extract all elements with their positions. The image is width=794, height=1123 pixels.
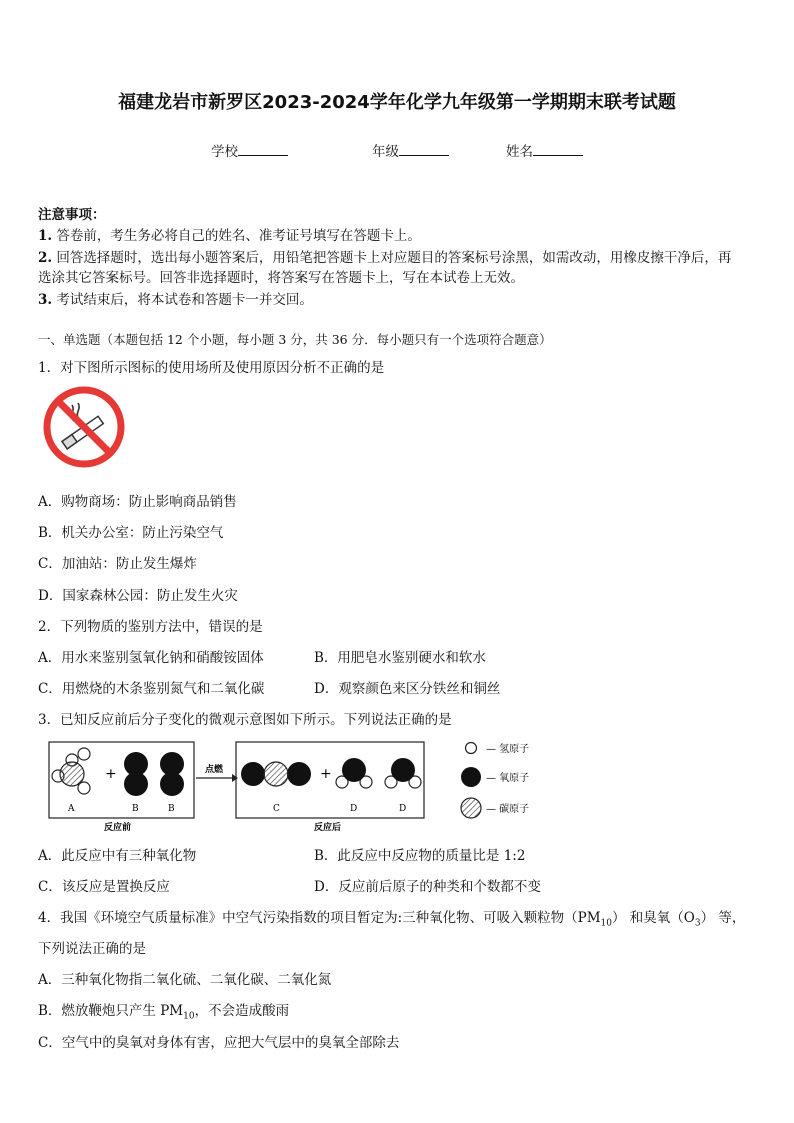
no-smoking-icon [42,385,126,469]
q2-option-b[interactable]: B．用肥皂水鉴别硬水和软水 [314,650,486,666]
note-1: 1. 答卷前，考生务必将自己的姓名、准考证号填写在答题卡上。 [38,228,421,244]
arrow-label: 点燃 [205,765,224,775]
legend-carbon: — 碳原子 [486,804,530,815]
q4-option-b[interactable]: B．燃放鞭炮只产生 $PM_{10}$，不会造成酸雨 [38,1003,290,1022]
name-label: 姓名 [506,144,533,160]
molecule-b-2 [160,752,184,796]
q2-option-d[interactable]: D．观察颜色来区分铁丝和铜丝 [314,681,501,697]
label-b-2: B [168,804,175,814]
plus-sign-1: + [105,766,117,782]
q4-option-a[interactable]: A．三种氧化物指二氧化硫、二氧化碳、二氧化氮 [38,972,332,988]
label-a: A [68,804,75,814]
q1-option-c[interactable]: C．加油站：防止发生爆炸 [38,556,197,572]
grade-field[interactable] [372,140,449,160]
note-2: 2. 回答选择题时，选出每小题答案后，用铅笔把答题卡上对应题目的答案标号涂黑，如需改动，用橡皮擦干净后，再 [38,250,732,266]
molecule-reaction-diagram [44,738,604,836]
q3-stem: 3．已知反应前后分子变化的微观示意图如下所示。下列说法正确的是 [38,712,452,728]
legend-oxygen: — 氧原子 [486,773,530,784]
section-1-heading: 一、单选题（本题包括 12 个小题，每小题 3 分，共 36 分．每小题只有一个选项符合题意） [38,332,552,347]
legend-hydrogen: — 氢原子 [486,744,530,755]
plus-sign-2: + [320,766,332,782]
q3-option-d[interactable]: D．反应前后原子的种类和个数都不变 [314,879,541,895]
q1-option-a[interactable]: A．购物商场：防止影响商品销售 [38,494,237,510]
grade-label: 年级 [372,144,399,160]
molecule-a [52,748,90,794]
note-2-continued: 选涂其它答案标号。回答非选择题时，将答案写在答题卡上，写在本试卷上无效。 [38,270,524,286]
legend [461,742,529,818]
q3-option-a[interactable]: A．此反应中有三种氧化物 [38,848,197,864]
label-d-1: D [350,804,358,814]
name-field[interactable] [506,140,583,160]
q4-option-c[interactable]: C．空气中的臭氧对身体有害，应把大气层中的臭氧全部除去 [38,1035,400,1051]
q2-option-a[interactable]: A．用水来鉴别氢氧化钠和硝酸铵固体 [38,650,264,666]
q4-stem-continued: 下列说法正确的是 [38,941,146,957]
q2-stem: 2．下列物质的鉴别方法中，错误的是 [38,619,263,635]
molecule-d-1 [336,758,372,788]
label-d-2: D [399,804,407,814]
molecule-b-1 [124,752,148,796]
molecule-d-2 [385,758,421,788]
q1-stem: 1．对下图所示图标的使用场所及使用原因分析不正确的是 [38,360,385,376]
molecule-c [241,762,311,786]
q3-option-b[interactable]: B．此反应中反应物的质量比是 1:2 [314,848,526,864]
note-3: 3. 考试结束后，将本试卷和答题卡一并交回。 [38,292,313,308]
label-c: C [273,804,280,814]
school-label: 学校 [211,144,238,160]
notes-heading: 注意事项： [38,207,106,223]
after-label: 反应后 [314,823,342,833]
q1-option-d[interactable]: D．国家森林公园：防止发生火灾 [38,588,238,604]
q4-stem: 4．我国《环境空气质量标准》中空气污染指数的项目暂定为:三种氧化物、可吸入颗粒物$(PM_{10})$ 和臭氧$(O_3)$ 等， [38,910,746,929]
school-field[interactable] [211,140,288,160]
q2-option-c[interactable]: C．用燃烧的木条鉴别氮气和二氧化碳 [38,681,265,697]
q1-option-b[interactable]: B．机关办公室：防止污染空气 [38,525,224,541]
page-title: 福建龙岩市新罗区2023-2024学年化学九年级第一学期期末联考试题 [118,92,676,113]
q3-option-c[interactable]: C．该反应是置换反应 [38,879,170,895]
label-b-1: B [132,804,139,814]
before-label: 反应前 [104,823,132,833]
